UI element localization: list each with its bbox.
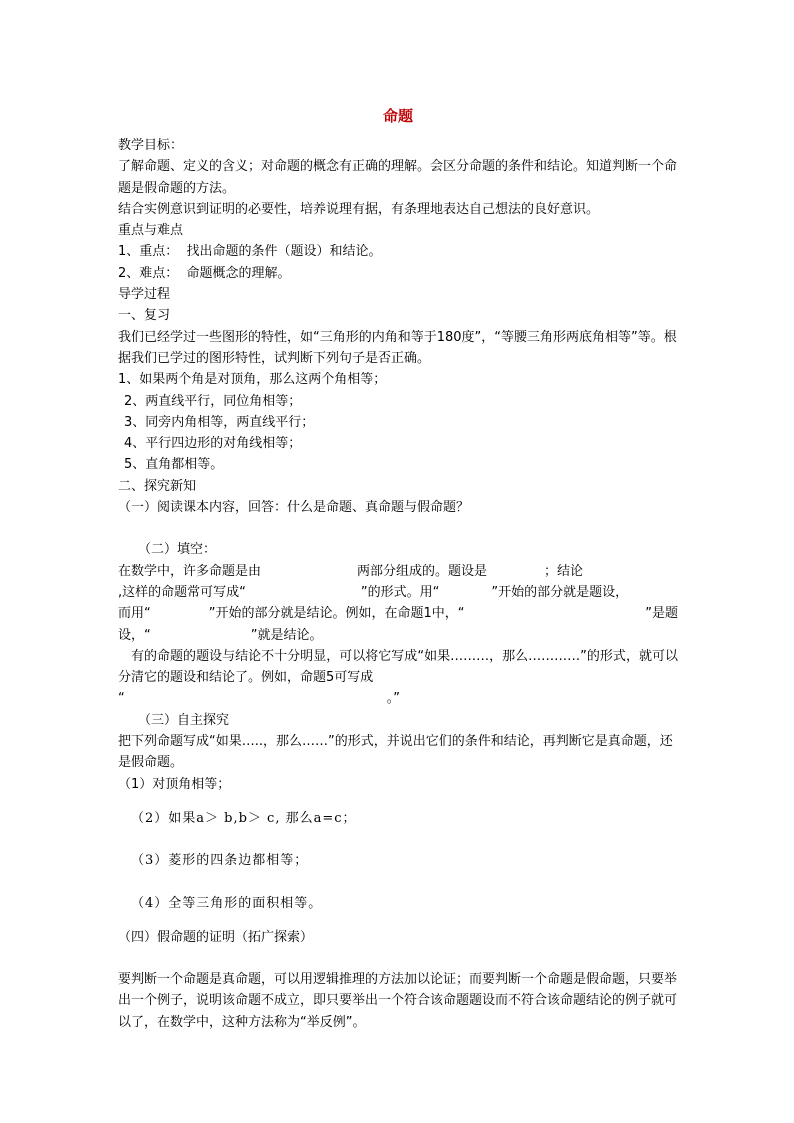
- part-1-question: （一）阅读课本内容，回答：什么是命题、真命题与假命题？: [118, 500, 470, 516]
- document-page: [118, 105, 678, 1033]
- fill-text: 设，“: [118, 627, 151, 643]
- fill-text: 。”: [386, 691, 400, 707]
- explore-item: （4）全等三角形的面积相等。: [131, 895, 323, 911]
- part-4-heading: （四）假命题的证明（拓广探索）: [118, 929, 314, 945]
- fill-blank[interactable]: [439, 582, 491, 603]
- section-2-heading: 二、探究新知: [118, 478, 197, 494]
- fill-line-1: [118, 561, 678, 582]
- review-item: 3、同旁内角相等，两直线平行；: [124, 414, 315, 430]
- hidden-condition-paragraph: 有的命题的题设与结论不十分明显，可以将它写成“如果………，那么…………”的形式，就可以分清它的题设和结论了。例如，命题5可写成: [118, 648, 678, 686]
- fill-text: ”是题: [645, 606, 678, 622]
- explore-intro: 把下列命题写成“如果…..，那么……”的形式，并说出它们的条件和结论，再判断它是真命题，还是假命题。: [118, 734, 673, 771]
- fill-line-3: [118, 603, 678, 624]
- part-3-heading: （三）自主探究: [138, 712, 230, 728]
- fill-blank[interactable]: [151, 625, 251, 646]
- fill-text: ”开始的部分就是结论。例如，在命题1中，“: [208, 606, 465, 622]
- fill-text: “: [118, 691, 125, 707]
- fill-blank[interactable]: [151, 603, 209, 624]
- fill-text: ”就是结论。: [250, 627, 323, 643]
- part-2-heading: （二）填空：: [138, 542, 217, 558]
- explore-item: （2）如果a＞ b,b＞ c, 那么a=c；: [131, 810, 357, 826]
- goal-1: 了解命题、定义的含义；对命题的概念有正确的理解。会区分命题的条件和结论。知道判断一个命题是假命题的方法。: [118, 159, 678, 196]
- fill-text: ,这样的命题常可写成“: [118, 584, 246, 600]
- fill-line-2: [118, 582, 678, 603]
- keypoint-1: 1、重点： 找出命题的条件（题设）和结论。: [118, 244, 382, 260]
- fill-text: 在数学中，许多命题是由: [118, 563, 262, 579]
- process-heading: 导学过程: [118, 287, 171, 303]
- fill-text: ；结论: [544, 563, 584, 579]
- section-1-heading: 一、复习: [118, 308, 171, 324]
- fill-blank[interactable]: [487, 561, 544, 582]
- review-intro: 我们已经学过一些图形的特性，如“三角形的内角和等于180度”，“等腰三角形两底角相等”等。根据我们已学过的图形特性，试判断下列句子是否正确。: [118, 329, 677, 366]
- keypoints-heading: 重点与难点: [118, 223, 184, 239]
- fill-line-4: [118, 625, 678, 646]
- review-item: 1、如果两个角是对顶角，那么这两个角相等；: [118, 372, 387, 388]
- keypoint-2: 2、难点： 命题概念的理解。: [118, 265, 291, 281]
- proof-paragraph: 要判断一个命题是真命题，可以用逻辑推理的方法加以论证；而要判断一个命题是假命题，只要举出一个例子，说明该命题不成立，即只要举出一个符合该命题题设而不符合该命题结论的例子就可以了，在数学中，这种方法称为“举反例”。: [118, 972, 678, 1030]
- fill-blank[interactable]: [125, 688, 387, 709]
- review-item: 4、平行四边形的对角线相等；: [124, 436, 302, 452]
- fill-blank[interactable]: [246, 582, 361, 603]
- fill-blank[interactable]: [465, 603, 646, 624]
- fill-blank[interactable]: [261, 561, 357, 582]
- review-item: 5、直角都相等。: [124, 457, 224, 473]
- fill-text: 两部分组成的。题设是: [357, 563, 488, 579]
- goal-2: 结合实例意识到证明的必要性，培养说理有据，有条理地表达自己想法的良好意识。: [118, 201, 600, 217]
- explore-item: （3）菱形的四条边都相等；: [131, 853, 309, 869]
- fill-text: 而用“: [118, 606, 151, 622]
- review-item: 2、两直线平行，同位角相等；: [124, 393, 302, 409]
- hidden-condition-blank-line: [118, 688, 678, 709]
- fill-text: ”开始的部分就是题设，: [491, 584, 629, 600]
- fill-text: ”的形式。用“: [360, 584, 440, 600]
- document-title: 命题: [382, 107, 413, 125]
- goals-heading: 教学目标：: [118, 138, 184, 153]
- explore-item: （1）对顶角相等；: [118, 776, 231, 792]
